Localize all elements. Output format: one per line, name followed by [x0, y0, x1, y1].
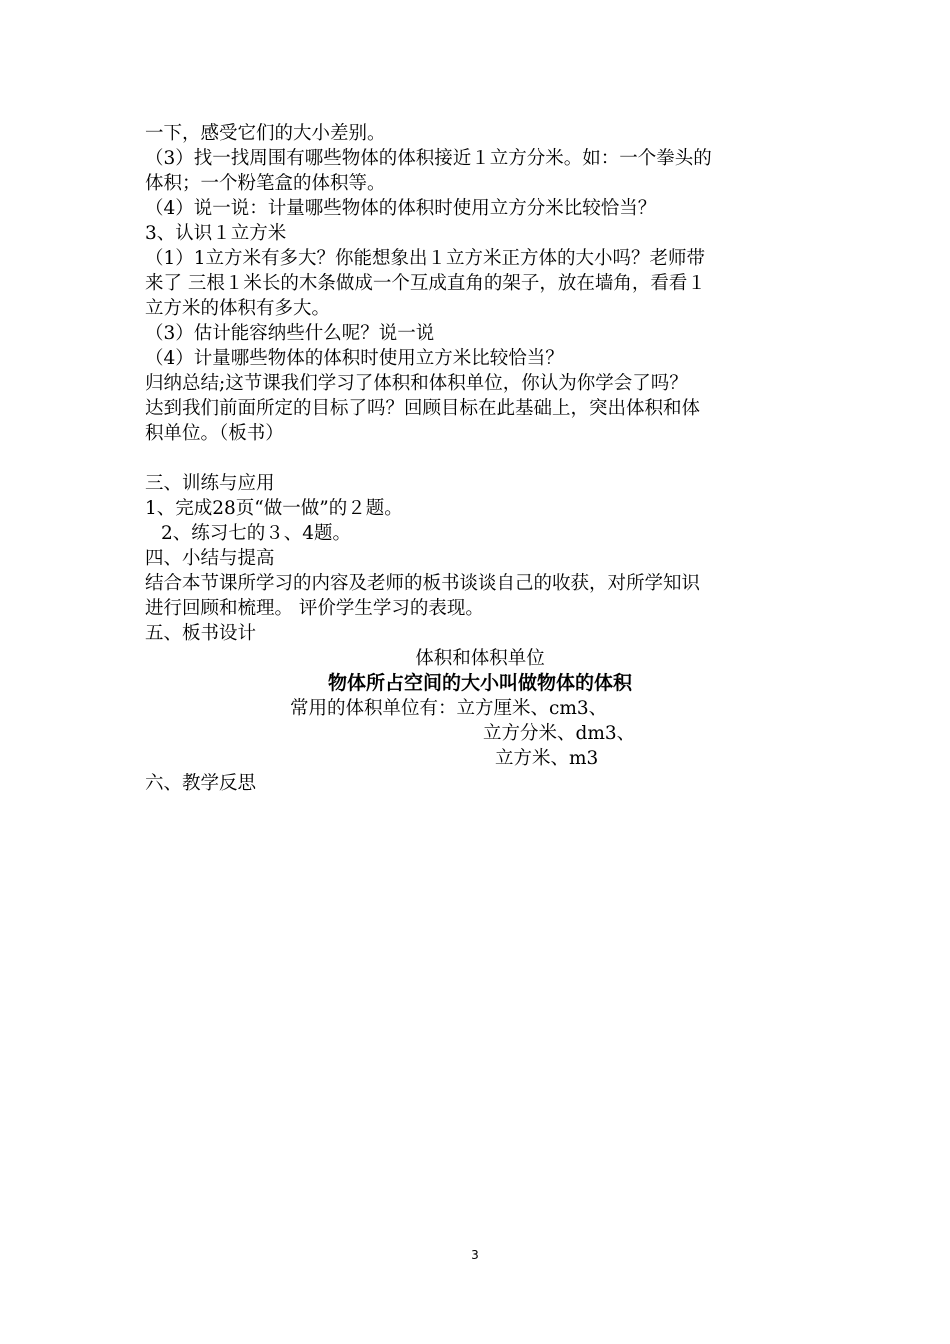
text-line: （4）计量哪些物体的体积时使用立方米比较恰当？ — [145, 348, 564, 369]
text-line: （3）找一找周围有哪些物体的体积接近１立方分米。如：一个拳头的 — [145, 148, 712, 169]
text-line: 立方米的体积有多大。 — [145, 298, 331, 319]
section-heading-reflection: 六、教学反思 — [145, 773, 257, 794]
blank-line — [145, 446, 815, 471]
board-definition: 物体所占空间的大小叫做物体的体积 — [327, 672, 632, 694]
text-line: 一下，感受它们的大小差别。 — [145, 123, 386, 144]
board-units-line-2: 立方分米、dm3、 — [483, 723, 636, 744]
document-body — [145, 121, 815, 796]
text-line: （1）1立方米有多大？你能想象出１立方米正方体的大小吗？老师带 — [145, 248, 706, 269]
training-item-1: 1、完成28页“做一做”的２题。 — [145, 498, 403, 519]
board-units-line-3: 立方米、m3 — [495, 748, 599, 769]
training-item-2: 2、练习七的３、4题。 — [161, 523, 352, 544]
text-line: （3）估计能容纳些什么呢？说一说 — [145, 323, 435, 344]
summary-line-2: 进行回顾和梳理。 评价学生学习的表现。 — [145, 598, 484, 619]
summary-line-1: 结合本节课所学习的内容及老师的板书谈谈自己的收获，对所学知识 — [145, 573, 701, 594]
section-heading-training: 三、训练与应用 — [145, 473, 275, 494]
board-units-line-1: 常用的体积单位有：立方厘米、cm3、 — [290, 698, 608, 719]
text-line: 体积；一个粉笔盒的体积等。 — [145, 173, 386, 194]
subsection-heading: 3、认识１立方米 — [145, 223, 287, 244]
text-line: 积单位。（板书） — [145, 423, 284, 444]
text-line: 来了 三根１米长的木条做成一个互成直角的架子，放在墙角，看看１ — [145, 273, 706, 294]
section-heading-board-design: 五、板书设计 — [145, 623, 257, 644]
page-number: 3 — [471, 1248, 479, 1262]
text-line: （4）说一说：计量哪些物体的体积时使用立方分米比较恰当？ — [145, 198, 657, 219]
section-heading-summary: 四、小结与提高 — [145, 548, 275, 569]
board-title: 体积和体积单位 — [415, 648, 545, 669]
text-line: 归纳总结;这节课我们学习了体积和体积单位，你认为你学会了吗？ — [145, 373, 688, 394]
text-line: 达到我们前面所定的目标了吗？回顾目标在此基础上，突出体积和体 — [145, 398, 701, 419]
